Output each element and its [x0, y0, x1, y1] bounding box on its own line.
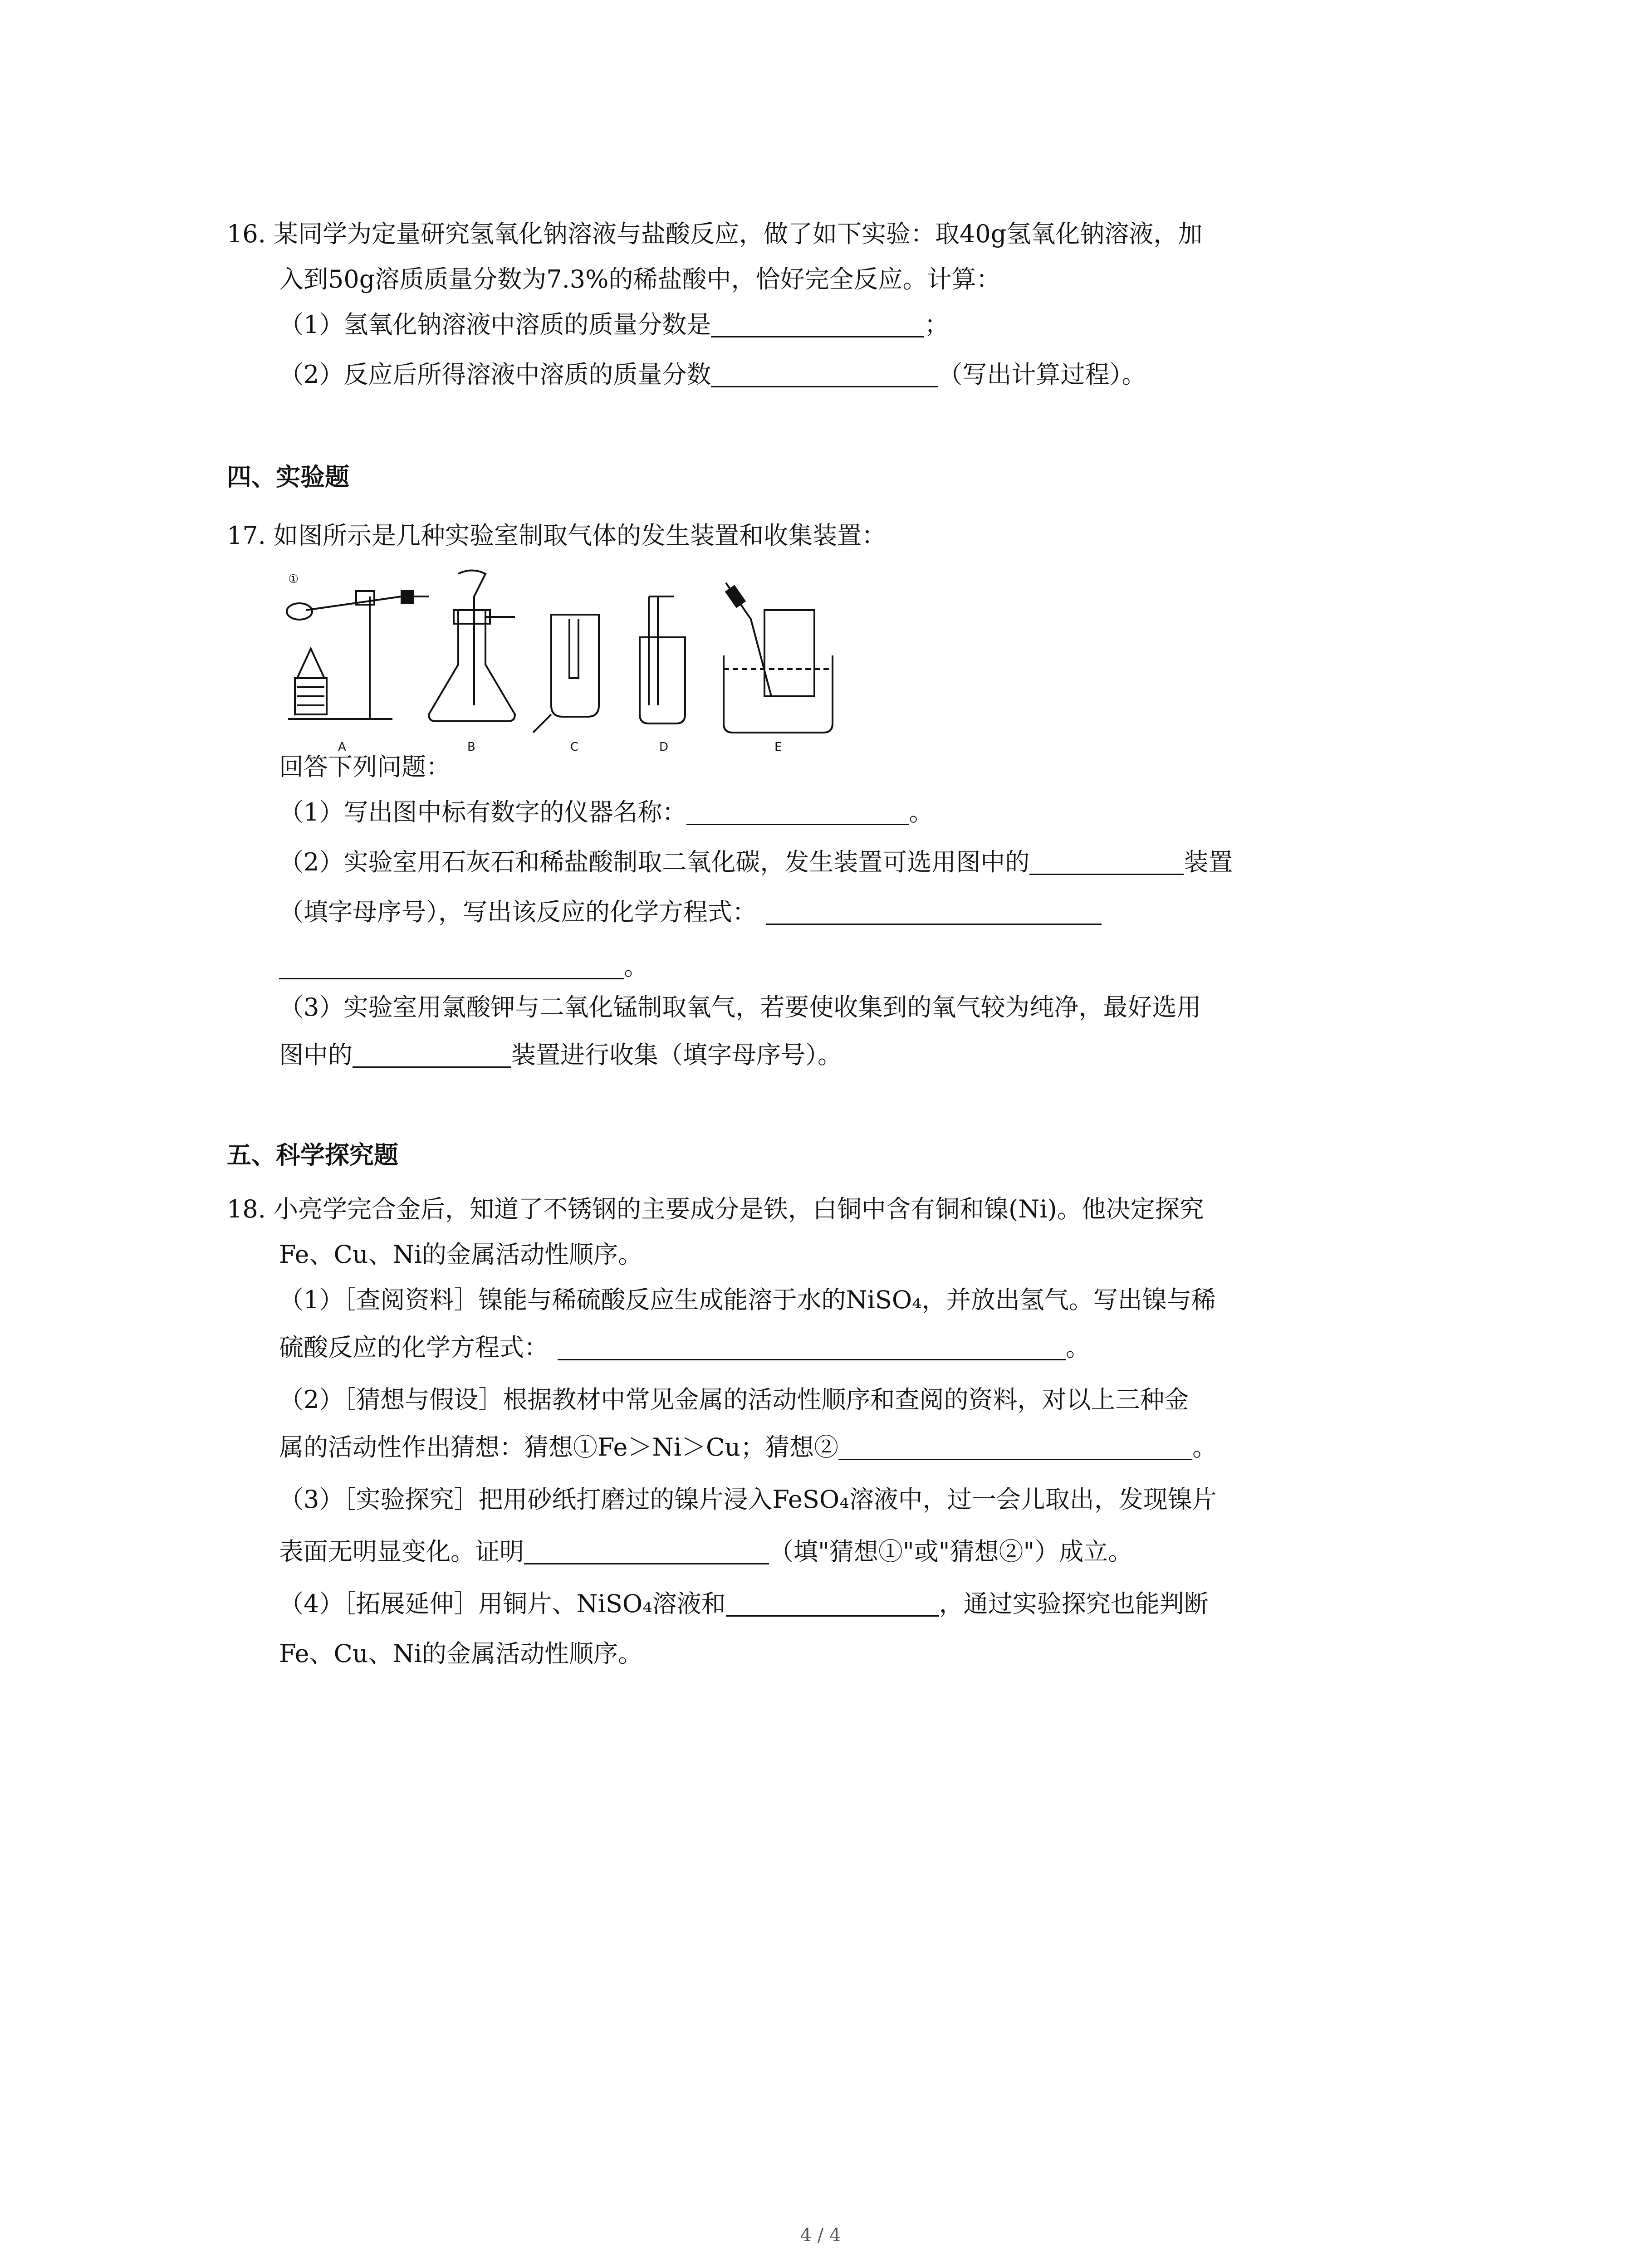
figure-label-c: C: [570, 740, 579, 754]
figure-label-1: ①: [288, 572, 299, 586]
section-4-heading: 四、实验题: [227, 462, 349, 491]
q17-sub3-answer-blank[interactable]: [353, 1041, 511, 1068]
figure-label-d: D: [659, 740, 669, 754]
figure-label-e: E: [774, 740, 782, 754]
q17-sub1: [279, 796, 933, 829]
q16-sub2-answer-blank[interactable]: [711, 361, 938, 387]
q17-sub2-line2: [279, 896, 1102, 929]
q17-sub3-text: 图中的: [279, 1041, 353, 1069]
q18-sub1-equation-blank[interactable]: [558, 1334, 1066, 1360]
q16-sub1: [279, 308, 949, 341]
q17-sub2-device-blank[interactable]: [1029, 848, 1184, 875]
q18-sub3-line1: （3）［实验探究］把用砂纸打磨过的镍片浸入FeSO₄溶液中，过一会儿取出，发现镍片: [279, 1485, 1217, 1514]
apparatus-b-funnel: [458, 571, 485, 706]
q16-sub1-answer-blank[interactable]: [711, 311, 924, 337]
q16-sub1-end: ；: [924, 310, 949, 339]
q17-sub3-line1: （3）实验室用氯酸钾与二氧化锰制取氧气，若要使收集到的氧气较为纯净，最好选用: [279, 993, 1201, 1022]
q17-sub3-end: 装置进行收集（填字母序号）。: [511, 1041, 842, 1069]
q17-prompt: 回答下列问题：: [279, 753, 451, 781]
q17-sub2-line3: [279, 950, 648, 983]
q18-sub2-line2: [279, 1431, 1217, 1464]
q17-sub2-line3-end: 。: [624, 952, 648, 981]
q18-sub2-end: 。: [1192, 1433, 1217, 1461]
apparatus-c-bottle: [551, 615, 599, 717]
q17-sub2-equation-blank-cont[interactable]: [279, 953, 624, 979]
q17-sub2-text: （2）实验室用石灰石和稀盐酸制取二氧化碳，发生装置可选用图中的: [279, 848, 1030, 876]
q18-sub4-line2: Fe、Cu、Ni的金属活动性顺序。: [279, 1639, 643, 1668]
q16-sub2-end: （写出计算过程）。: [938, 360, 1146, 389]
lab-apparatus-figure: [279, 569, 842, 760]
q16-sub1-text: （1）氢氧化钠溶液中溶质的质量分数是: [279, 310, 711, 339]
q18-sub3-line2: [279, 1535, 1132, 1568]
q17-sub1-answer-blank[interactable]: [686, 798, 909, 825]
q18-sub2-line1: （2）［猜想与假设］根据教材中常见金属的活动性顺序和查阅的资料，对以上三种金: [279, 1385, 1189, 1414]
apparatus-c-tube: [569, 619, 578, 678]
apparatus-e-stopper: [726, 586, 745, 606]
apparatus-a-test-tube: [306, 596, 402, 610]
q18-line1: 18. 小亮学完合金后，知道了不锈钢的主要成分是铁，白铜中含有铜和镍(Ni)。他决定探究: [227, 1195, 1204, 1223]
q18-sub2-answer-blank[interactable]: [838, 1433, 1192, 1460]
q16-line2: 入到50g溶质质量分数为7.3%的稀盐酸中，恰好完全反应。计算：: [279, 265, 1001, 293]
q18-sub3-answer-blank[interactable]: [524, 1538, 769, 1564]
q18-sub3-end: （填"猜想①"或"猜想②"）成立。: [769, 1537, 1133, 1566]
q18-sub1-line1: （1）［查阅资料］镍能与稀硫酸反应生成能溶于水的NiSO₄，并放出氢气。写出镍与稀: [279, 1286, 1216, 1314]
apparatus-e-inverted-bottle: [764, 610, 814, 696]
q18-sub4-text: （4）［拓展延伸］用铜片、NiSO₄溶液和: [279, 1589, 726, 1618]
q16-line1: 16. 某同学为定量研究氢氧化钠溶液与盐酸反应，做了如下实验：取40g氢氧化钠溶液，加: [227, 220, 1203, 248]
figure-label-a: A: [338, 740, 346, 754]
q18-sub2-text: 属的活动性作出猜想：猜想①Fe＞Ni＞Cu；猜想②: [279, 1433, 839, 1461]
apparatus-a-stopper: [402, 591, 413, 603]
q16-sub2-text: （2）反应后所得溶液中溶质的质量分数: [279, 360, 711, 389]
q17-sub1-end: 。: [909, 798, 934, 826]
q17-line1: 17. 如图所示是几种实验室制取气体的发生装置和收集装置：: [227, 521, 887, 550]
q17-sub2-equation-blank[interactable]: [766, 898, 1102, 925]
q17-sub2-device-end: 装置: [1184, 848, 1233, 876]
q17-sub2-line1: [279, 846, 1233, 879]
q18-line2: Fe、Cu、Ni的金属活动性顺序。: [279, 1240, 643, 1269]
apparatus-a-lamp-flame: [297, 649, 324, 678]
q18-sub4-line1: [279, 1588, 1209, 1620]
apparatus-b-flask: [429, 610, 515, 721]
q16-sub2: [279, 358, 1146, 391]
q18-sub4-answer-blank[interactable]: [726, 1590, 939, 1617]
q18-sub1-end: 。: [1066, 1333, 1090, 1362]
apparatus-c-outlet: [533, 714, 551, 733]
q18-sub1-line2: [279, 1331, 1090, 1364]
apparatus-a-tube-bottom: [287, 603, 312, 620]
q18-sub1-text: 硫酸反应的化学方程式：: [279, 1333, 549, 1362]
page-number: 4 / 4: [800, 2225, 841, 2246]
apparatus-d-tube: [649, 596, 674, 705]
apparatus-e-trough: [724, 655, 833, 733]
apparatus-d-bottle: [640, 637, 685, 723]
q17-sub1-text: （1）写出图中标有数字的仪器名称：: [279, 798, 687, 826]
section-5-heading: 五、科学探究题: [227, 1140, 398, 1169]
q18-sub4-end: ，通过实验探究也能判断: [939, 1589, 1209, 1618]
q18-sub3-text: 表面无明显变化。证明: [279, 1537, 524, 1566]
q17-sub3-line2: [279, 1039, 842, 1071]
figure-label-b: B: [467, 740, 475, 754]
q17-sub2-line2-text: （填字母序号），写出该反应的化学方程式：: [279, 898, 757, 926]
